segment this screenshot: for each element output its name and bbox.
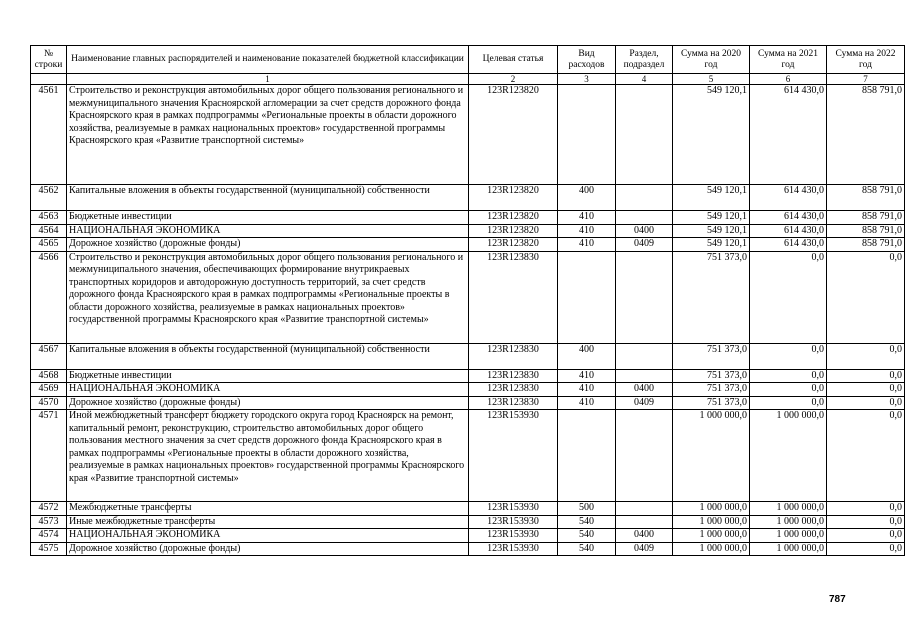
row-sum-2021: 0,0	[750, 251, 827, 343]
row-sum-2020: 751 373,0	[673, 396, 750, 410]
row-sum-2022: 858 791,0	[827, 224, 905, 238]
row-name: Дорожное хозяйство (дорожные фонды)	[67, 542, 469, 556]
row-sum-2021: 614 430,0	[750, 211, 827, 225]
header-name: Наименование главных распорядителей и наименование показателей бюджетной классификации	[67, 46, 469, 74]
row-sum-2021: 614 430,0	[750, 238, 827, 252]
row-sum-2022: 0,0	[827, 542, 905, 556]
table-row	[31, 515, 905, 529]
row-sum-2020: 549 120,1	[673, 238, 750, 252]
row-name: Капитальные вложения в объекты государственной (муниципальной) собственности	[67, 343, 469, 369]
row-target: 123R153930	[469, 515, 558, 529]
row-sum-2021: 1 000 000,0	[750, 542, 827, 556]
row-section	[616, 251, 673, 343]
row-target: 123R123830	[469, 396, 558, 410]
row-number: 4569	[31, 383, 67, 397]
row-section	[616, 343, 673, 369]
table-row	[31, 238, 905, 252]
row-sum-2022: 0,0	[827, 502, 905, 516]
row-sum-2021: 0,0	[750, 343, 827, 369]
row-section: 0409	[616, 396, 673, 410]
header-sum-2021: Сумма на 2021 год	[750, 46, 827, 74]
row-kind	[558, 85, 616, 185]
header-section: Раздел, подраздел	[616, 46, 673, 74]
column-number	[31, 74, 67, 85]
row-sum-2021: 1 000 000,0	[750, 515, 827, 529]
row-name: НАЦИОНАЛЬНАЯ ЭКОНОМИКА	[67, 224, 469, 238]
row-target: 123R153930	[469, 529, 558, 543]
column-number-row	[31, 74, 905, 85]
row-target: 123R123820	[469, 185, 558, 211]
row-sum-2020: 1 000 000,0	[673, 542, 750, 556]
row-kind: 410	[558, 238, 616, 252]
row-sum-2022: 0,0	[827, 343, 905, 369]
row-kind: 540	[558, 529, 616, 543]
row-sum-2020: 1 000 000,0	[673, 502, 750, 516]
row-target: 123R153930	[469, 410, 558, 502]
table-row	[31, 502, 905, 516]
row-name: Строительство и реконструкция автомобильных дорог общего пользования регионального и межмуниципального значения Красноярской агломерации за счет средств дорожного фонда Красноярского края в рамках подпрограммы «Региональные проекты в области дорожного хозяйства, реализуемые в рамках национальных проектов» государственной программы Красноярского края «Развитие транспортной системы»	[67, 85, 469, 185]
header-kind: Вид расходов	[558, 46, 616, 74]
table-row	[31, 383, 905, 397]
row-sum-2022: 858 791,0	[827, 211, 905, 225]
row-kind: 400	[558, 343, 616, 369]
table-row	[31, 251, 905, 343]
row-section	[616, 502, 673, 516]
row-number: 4564	[31, 224, 67, 238]
row-sum-2020: 751 373,0	[673, 383, 750, 397]
page-number: 787	[829, 594, 846, 605]
row-sum-2022: 858 791,0	[827, 185, 905, 211]
row-name: НАЦИОНАЛЬНАЯ ЭКОНОМИКА	[67, 383, 469, 397]
row-name: Дорожное хозяйство (дорожные фонды)	[67, 238, 469, 252]
row-sum-2020: 751 373,0	[673, 251, 750, 343]
row-sum-2022: 0,0	[827, 515, 905, 529]
row-target: 123R123820	[469, 85, 558, 185]
row-kind: 410	[558, 396, 616, 410]
row-target: 123R123830	[469, 369, 558, 383]
row-number: 4567	[31, 343, 67, 369]
row-kind: 410	[558, 211, 616, 225]
row-section: 0400	[616, 224, 673, 238]
column-number: 7	[827, 74, 905, 85]
row-sum-2020: 1 000 000,0	[673, 410, 750, 502]
column-number: 3	[558, 74, 616, 85]
table-row	[31, 396, 905, 410]
row-sum-2021: 0,0	[750, 369, 827, 383]
table-row	[31, 529, 905, 543]
row-name: Капитальные вложения в объекты государственной (муниципальной) собственности	[67, 185, 469, 211]
table-row	[31, 343, 905, 369]
row-target: 123R123820	[469, 211, 558, 225]
row-section	[616, 410, 673, 502]
row-kind	[558, 251, 616, 343]
header-row-no: № строки	[31, 46, 67, 74]
budget-table	[30, 45, 905, 556]
row-number: 4570	[31, 396, 67, 410]
row-name: Иной межбюджетный трансферт бюджету городского округа город Красноярск на ремонт, капитальный ремонт, реконструкцию, строительство автомобильных дорог общего пользования местного значения за счет средств дорожного фонда Красноярского края в рамках подпрограммы «Региональные проекты в области дорожного хозяйства, реализуемые в рамках национальных проектов» государственной программы Красноярского края «Развитие транспортной системы»	[67, 410, 469, 502]
row-section	[616, 211, 673, 225]
row-section	[616, 85, 673, 185]
table-row	[31, 410, 905, 502]
row-section	[616, 369, 673, 383]
row-sum-2020: 1 000 000,0	[673, 515, 750, 529]
row-sum-2022: 0,0	[827, 251, 905, 343]
row-number: 4566	[31, 251, 67, 343]
table-row	[31, 211, 905, 225]
row-target: 123R123830	[469, 383, 558, 397]
row-target: 123R153930	[469, 542, 558, 556]
column-number: 4	[616, 74, 673, 85]
row-kind: 410	[558, 383, 616, 397]
header-row	[31, 46, 905, 74]
row-number: 4571	[31, 410, 67, 502]
row-number: 4572	[31, 502, 67, 516]
row-number: 4574	[31, 529, 67, 543]
row-sum-2022: 858 791,0	[827, 85, 905, 185]
header-sum-2020: Сумма на 2020 год	[673, 46, 750, 74]
row-target: 123R123820	[469, 238, 558, 252]
row-name: Межбюджетные трансферты	[67, 502, 469, 516]
row-target: 123R153930	[469, 502, 558, 516]
row-number: 4575	[31, 542, 67, 556]
row-sum-2020: 549 120,1	[673, 224, 750, 238]
row-name: Бюджетные инвестиции	[67, 211, 469, 225]
row-kind: 540	[558, 542, 616, 556]
row-number: 4565	[31, 238, 67, 252]
row-name: НАЦИОНАЛЬНАЯ ЭКОНОМИКА	[67, 529, 469, 543]
row-kind	[558, 410, 616, 502]
table-row	[31, 185, 905, 211]
column-number: 2	[469, 74, 558, 85]
row-sum-2021: 614 430,0	[750, 85, 827, 185]
column-number: 6	[750, 74, 827, 85]
row-sum-2022: 0,0	[827, 383, 905, 397]
row-number: 4561	[31, 85, 67, 185]
row-sum-2020: 549 120,1	[673, 211, 750, 225]
row-section	[616, 185, 673, 211]
row-section: 0400	[616, 529, 673, 543]
row-name: Строительство и реконструкция автомобильных дорог общего пользования регионального и межмуниципального значения, обеспечивающих формирование внутрикраевых транспортных коридоров и автодорожную доступность территорий, за счет средств дорожного фонда Красноярского края в рамках подпрограммы «Региональные проекты в области дорожного хозяйства, реализуемые в рамках национальных проектов» государственной программы Красноярского края «Развитие транспортной системы»	[67, 251, 469, 343]
header-sum-2022: Сумма на 2022 год	[827, 46, 905, 74]
row-sum-2022: 0,0	[827, 529, 905, 543]
row-sum-2021: 1 000 000,0	[750, 410, 827, 502]
row-section	[616, 515, 673, 529]
row-sum-2021: 614 430,0	[750, 224, 827, 238]
row-kind: 500	[558, 502, 616, 516]
row-sum-2021: 614 430,0	[750, 185, 827, 211]
row-kind: 540	[558, 515, 616, 529]
row-sum-2020: 751 373,0	[673, 369, 750, 383]
row-name: Дорожное хозяйство (дорожные фонды)	[67, 396, 469, 410]
row-sum-2022: 0,0	[827, 369, 905, 383]
row-sum-2021: 0,0	[750, 383, 827, 397]
row-sum-2022: 0,0	[827, 396, 905, 410]
row-sum-2020: 1 000 000,0	[673, 529, 750, 543]
table-row	[31, 369, 905, 383]
row-sum-2022: 858 791,0	[827, 238, 905, 252]
header-target: Целевая статья	[469, 46, 558, 74]
column-number: 1	[67, 74, 469, 85]
table-row	[31, 542, 905, 556]
row-sum-2021: 1 000 000,0	[750, 502, 827, 516]
column-number: 5	[673, 74, 750, 85]
row-sum-2020: 549 120,1	[673, 185, 750, 211]
row-sum-2020: 751 373,0	[673, 343, 750, 369]
row-sum-2022: 0,0	[827, 410, 905, 502]
row-number: 4568	[31, 369, 67, 383]
table-row	[31, 85, 905, 185]
table-row	[31, 224, 905, 238]
row-section: 0409	[616, 542, 673, 556]
row-number: 4562	[31, 185, 67, 211]
row-name: Бюджетные инвестиции	[67, 369, 469, 383]
row-target: 123R123830	[469, 251, 558, 343]
row-kind: 410	[558, 369, 616, 383]
row-kind: 410	[558, 224, 616, 238]
row-target: 123R123820	[469, 224, 558, 238]
row-number: 4563	[31, 211, 67, 225]
row-sum-2021: 0,0	[750, 396, 827, 410]
row-target: 123R123830	[469, 343, 558, 369]
row-sum-2020: 549 120,1	[673, 85, 750, 185]
row-section: 0409	[616, 238, 673, 252]
row-sum-2021: 1 000 000,0	[750, 529, 827, 543]
row-number: 4573	[31, 515, 67, 529]
row-name: Иные межбюджетные трансферты	[67, 515, 469, 529]
row-kind: 400	[558, 185, 616, 211]
row-section: 0400	[616, 383, 673, 397]
